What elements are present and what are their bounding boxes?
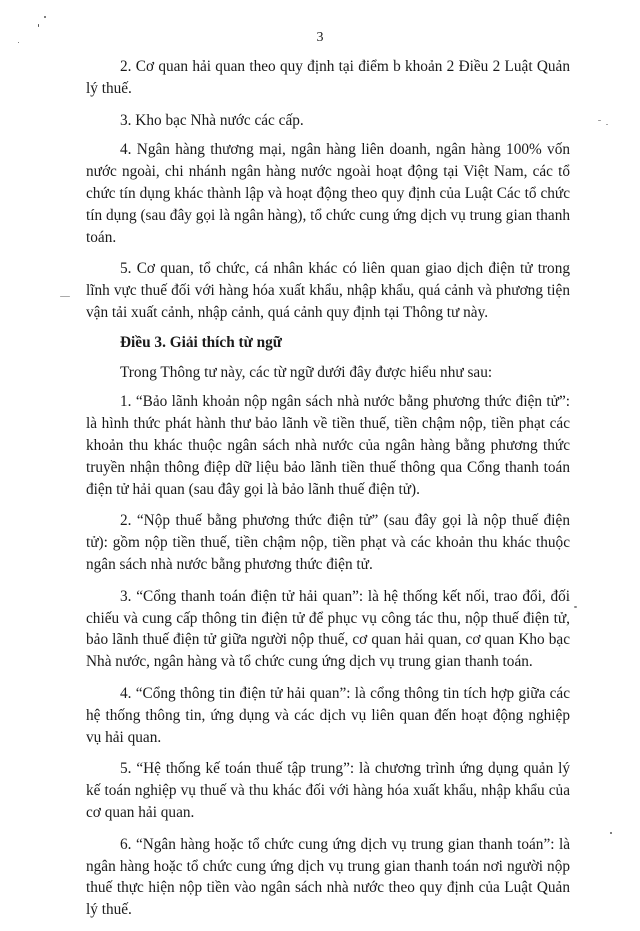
page-number: 3 (316, 30, 324, 45)
article3-item-3: 3. “Cổng thanh toán điện tử hải quan”: là hệ thống kết nối, trao đổi, đối chiếu và cung cấp thông tin điện tử để phục vụ công tác thu, nộp thuế điện tử, bảo lãnh thuế điện tử giữa người nộp thuế, cơ quan hải quan, cơ quan Kho bạc Nhà nước, ngân hàng và tổ chức cung ứng dịch vụ trung gian thanh toán. (86, 587, 570, 671)
article3-item-2: 2. “Nộp thuế bằng phương thức điện tử” (sau đây gọi là nộp thuế điện tử): gồm nộp tiền thuế, tiền chậm nộp, tiền phạt và các khoản thu khác thuộc ngân sách nhà nước bằng phương thức điện tử. (86, 512, 570, 573)
document-body (86, 56, 570, 931)
scan-speck (44, 16, 46, 18)
scan-speck (598, 120, 601, 121)
article3-item-5: 5. “Hệ thống kế toán thuế tập trung”: là chương trình ứng dụng quản lý kế toán nghiệp vụ thuế và thu khác đối với hàng hóa xuất khẩu, nhập khẩu của cơ quan hải quan. (86, 760, 570, 821)
article2-item-5: 5. Cơ quan, tổ chức, cá nhân khác có liên quan giao dịch điện tử trong lĩnh vực thuế đối với hàng hóa xuất khẩu, nhập khẩu, quá cảnh và phương tiện vận tải xuất cảnh, nhập cảnh, quá cảnh quy định tại Thông tư này. (86, 260, 570, 321)
scan-speck (610, 832, 612, 834)
article2-item-3: 3. Kho bạc Nhà nước các cấp. (120, 111, 304, 129)
scan-speck (60, 296, 70, 297)
scan-speck (18, 42, 19, 43)
article3-item-1: 1. “Bảo lãnh khoản nộp ngân sách nhà nước bằng phương thức điện tử”: là hình thức phát hành thư bảo lãnh về tiền thuế, tiền chậm nộp, tiền phạt các khoản thu khác thuộc ngân sách nhà nước của ngân hàng bằng phương thức truyền nhận thông điệp dữ liệu bảo lãnh tiền thuế thông qua Cổng thanh toán điện tử hải quan (sau đây gọi là bảo lãnh thuế điện tử). (86, 393, 570, 498)
scan-speck (606, 124, 608, 125)
article3-heading: Điều 3. Giải thích từ ngữ (120, 333, 282, 351)
article3-item-6: 6. “Ngân hàng hoặc tổ chức cung ứng dịch vụ trung gian thanh toán”: là ngân hàng hoặc tổ chức cung ứng dịch vụ trung gian thanh toán nơi người nộp thuế thực hiện nộp tiền vào ngân sách nhà nước theo quy định của Luật Quản lý thuế. (86, 835, 570, 919)
article2-item-4: 4. Ngân hàng thương mại, ngân hàng liên doanh, ngân hàng 100% vốn nước ngoài, chi nhánh ngân hàng nước ngoài hoạt động tại Việt Nam, các tổ chức tín dụng khác thành lập và hoạt động theo quy định của Luật Các tổ chức tín dụng (sau đây gọi là ngân hàng), tổ chức cung ứng dịch vụ trung gian thanh toán. (86, 141, 570, 246)
scan-speck (574, 606, 577, 608)
article3-item-4: 4. “Cổng thông tin điện tử hải quan”: là cổng thông tin tích hợp giữa các hệ thống thông tin, ứng dụng và các dịch vụ liên quan đến hoạt động nghiệp vụ hải quan. (86, 684, 570, 746)
article2-item-2: 2. Cơ quan hải quan theo quy định tại điểm b khoản 2 Điều 2 Luật Quản lý thuế. (86, 58, 570, 97)
scan-speck (38, 24, 39, 27)
article3-intro: Trong Thông tư này, các từ ngữ dưới đây được hiểu như sau: (120, 363, 493, 381)
